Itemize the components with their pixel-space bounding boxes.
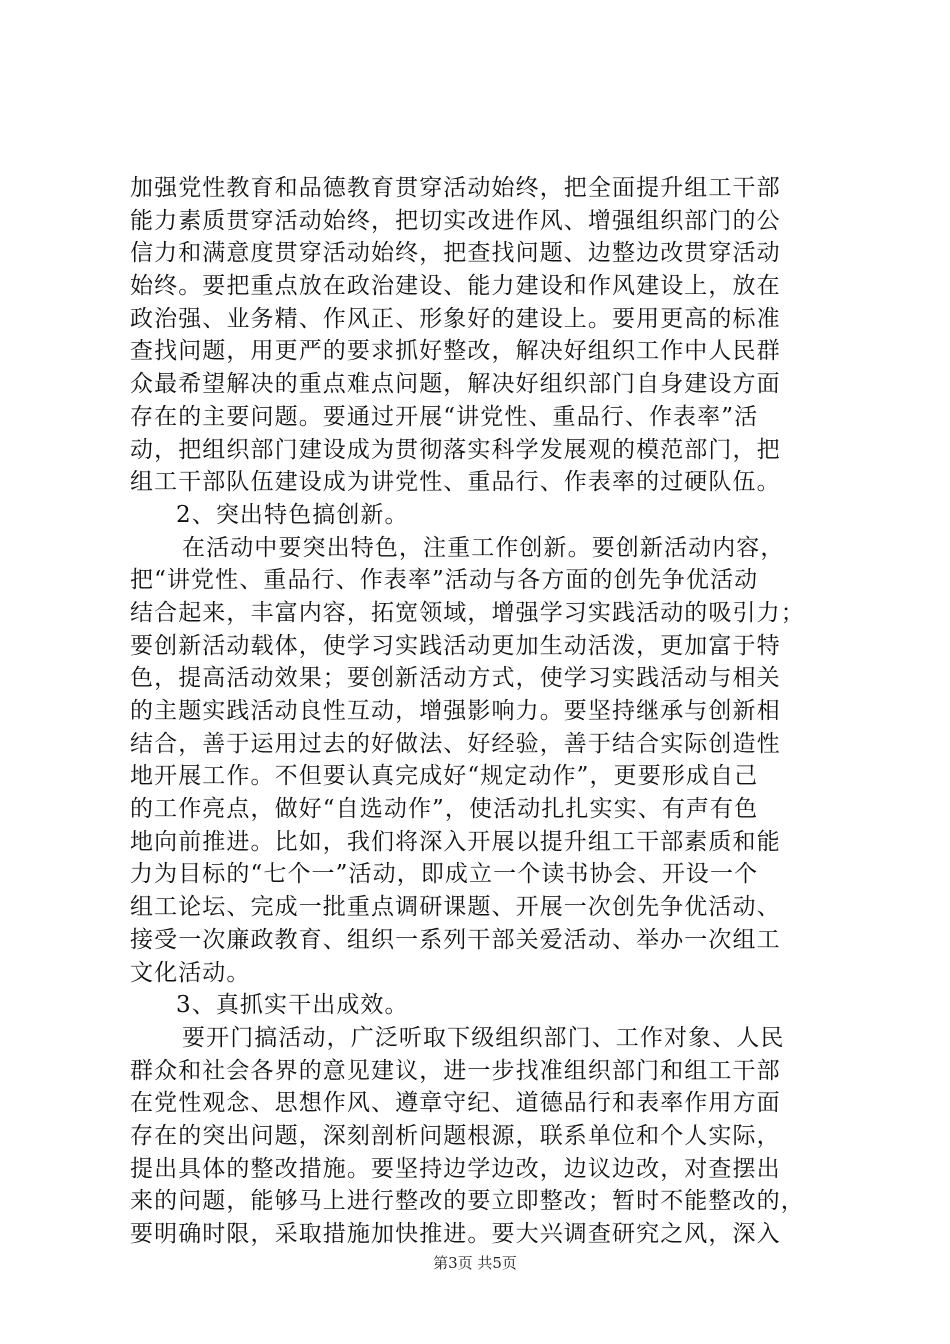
page-indicator: 第3页 共5页: [433, 1254, 517, 1272]
text-line: 查找问题，用更严的要求抓好整改，解决好组织工作中人民群: [130, 338, 781, 365]
text-line: 把“讲党性、重品行、作表率”活动与各方面的创先争优活动: [130, 567, 759, 594]
text-line: 结合，善于运用过去的好做法、好经验，善于结合实际创造性: [130, 730, 781, 757]
text-line: 力为目标的“七个一”活动，即成立一个读书协会、开设一个: [130, 861, 759, 888]
text-line: 的工作亮点，做好“自选动作”，使活动扎扎实实、有声有色: [130, 796, 759, 823]
text-line: 能力素质贯穿活动始终，把切实改进作风、增强组织部门的公: [130, 207, 781, 234]
text-line: 在活动中要突出特色，注重工作创新。要创新活动内容，: [182, 534, 785, 561]
text-line: 地开展工作。不但要认真完成好“规定动作”，更要形成自己: [130, 763, 759, 790]
text-line: 结合起来，丰富内容，拓宽领域，增强学习实践活动的吸引力；: [130, 599, 805, 626]
text-line: 信力和满意度贯穿活动始终，把查找问题、边整边改贯穿活动: [130, 240, 781, 267]
section-heading: 3、真抓实干出成效。: [176, 992, 409, 1019]
text-line: 要创新活动载体，使学习实践活动更加生动活泼，更加富于特: [130, 632, 781, 659]
text-line: 存在的突出问题，深刻剖析问题根源，联系单位和个人实际，: [130, 1122, 781, 1149]
text-line: 提出具体的整改措施。要坚持边学边改，边议边改，对查摆出: [130, 1155, 781, 1182]
text-line: 组工干部队伍建设成为讲党性、重品行、作表率的过硬队伍。: [130, 469, 781, 496]
text-line: 政治强、业务精、作风正、形象好的建设上。要用更高的标准: [130, 305, 781, 332]
text-line: 众最希望解决的重点难点问题，解决好组织部门自身建设方面: [130, 371, 781, 398]
text-line: 接受一次廉政教育、组织一系列干部关爱活动、举办一次组工: [130, 926, 781, 953]
text-line: 文化活动。: [130, 959, 251, 986]
text-line: 要开门搞活动，广泛听取下级组织部门、工作对象、人民: [182, 1024, 785, 1051]
text-line: 加强党性教育和品德教育贯穿活动始终，把全面提升组工干部: [130, 175, 781, 201]
text-line: 的主题实践活动良性互动，增强影响力。要坚持继承与创新相: [130, 698, 781, 724]
text-line: 群众和社会各界的意见建议，进一步找准组织部门和组工干部: [130, 1057, 781, 1084]
document-body: [130, 172, 830, 1251]
text-line: 始终。要把重点放在政治建设、能力建设和作风建设上，放在: [130, 273, 781, 300]
text-line: 组工论坛、完成一批重点调研课题、开展一次创先争优活动、: [130, 894, 781, 921]
page-footer: [0, 1252, 950, 1273]
text-line: 在党性观念、思想作风、遵章守纪、道德品行和表率作用方面: [130, 1090, 781, 1117]
text-line: 色，提高活动效果；要创新活动方式，使学习实践活动与相关: [130, 665, 781, 692]
text-line: 地向前推进。比如，我们将深入开展以提升组工干部素质和能: [130, 828, 781, 855]
text-line: 要明确时限，采取措施加快推进。要大兴调查研究之风，深入: [130, 1221, 781, 1247]
text-line: 存在的主要问题。要通过开展“讲党性、重品行、作表率”活: [130, 403, 759, 430]
section-heading: 2、突出特色搞创新。: [176, 501, 409, 528]
text-line: 动，把组织部门建设成为贯彻落实科学发展观的模范部门，把: [130, 436, 781, 463]
text-line: 来的问题，能够马上进行整改的要立即整改；暂时不能整改的，: [130, 1188, 805, 1215]
